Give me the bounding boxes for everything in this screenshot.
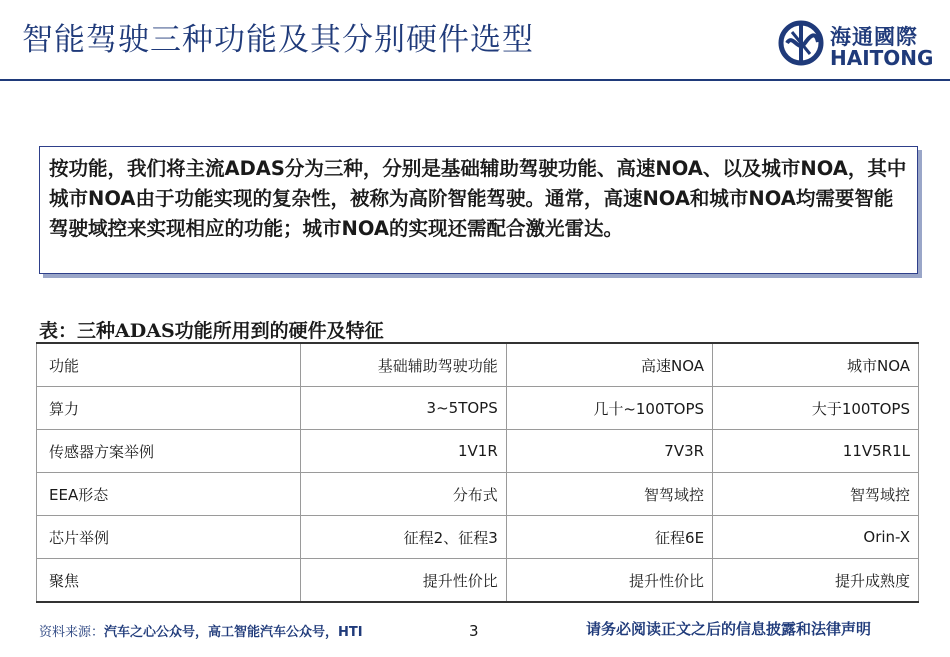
row-header-cell: 传感器方案举例 xyxy=(37,430,301,473)
haitong-logo xyxy=(778,20,938,72)
table-cell: 提升成熟度 xyxy=(713,559,919,603)
table-cell: 提升性价比 xyxy=(300,559,506,603)
table-row xyxy=(37,343,919,387)
table-cell: 大于100TOPS xyxy=(713,387,919,430)
logo-english-name: HAITONG xyxy=(830,46,934,70)
source-label: 资料来源： xyxy=(39,625,105,640)
table-row xyxy=(37,473,919,516)
source-text: 汽车之心公众号，高工智能汽车公众号，HTI xyxy=(104,625,363,640)
table-row xyxy=(37,516,919,559)
table-cell: 1V1R xyxy=(300,430,506,473)
table-cell: 征程2、征程3 xyxy=(300,516,506,559)
row-header-cell: 算力 xyxy=(37,387,301,430)
table-cell: 7V3R xyxy=(506,430,712,473)
table-cell: 提升性价比 xyxy=(506,559,712,603)
table-cell: 分布式 xyxy=(300,473,506,516)
table-cell: 3~5TOPS xyxy=(300,387,506,430)
row-header-cell: EEA形态 xyxy=(37,473,301,516)
table-caption: 表：三种ADAS功能所用到的硬件及特征 xyxy=(39,320,384,342)
table-cell: 征程6E xyxy=(506,516,712,559)
table-cell: 智驾域控 xyxy=(713,473,919,516)
adas-hardware-table xyxy=(36,342,919,603)
row-header-cell: 功能 xyxy=(37,343,301,387)
table-cell: 城市NOA xyxy=(713,343,919,387)
row-header-cell: 聚焦 xyxy=(37,559,301,603)
table-cell: 几十~100TOPS xyxy=(506,387,712,430)
header-divider xyxy=(0,79,950,81)
page-title: 智能驾驶三种功能及其分别硬件选型 xyxy=(22,22,534,58)
table-row xyxy=(37,430,919,473)
source-note xyxy=(39,621,363,640)
table-cell: 智驾域控 xyxy=(506,473,712,516)
haitong-emblem-icon xyxy=(778,20,824,66)
table-row xyxy=(37,559,919,603)
table-cell: 基础辅助驾驶功能 xyxy=(300,343,506,387)
intro-textbox: 按功能，我们将主流ADAS分为三种，分别是基础辅助驾驶功能、高速NOA、以及城市NOA，其中城市NOA由于功能实现的复杂性，被称为高阶智能驾驶。通常，高速NOA和城市NOA均需要智能驾驶域控来实现相应的功能；城市NOA的实现还需配合激光雷达。 xyxy=(39,146,918,274)
logo-chinese-name: 海通國際 xyxy=(830,25,918,49)
page-number: 3 xyxy=(469,622,479,640)
table-cell: 11V5R1L xyxy=(713,430,919,473)
table-cell: Orin-X xyxy=(713,516,919,559)
table-row xyxy=(37,387,919,430)
row-header-cell: 芯片举例 xyxy=(37,516,301,559)
table-cell: 高速NOA xyxy=(506,343,712,387)
legal-disclaimer: 请务必阅读正文之后的信息披露和法律声明 xyxy=(586,620,872,638)
